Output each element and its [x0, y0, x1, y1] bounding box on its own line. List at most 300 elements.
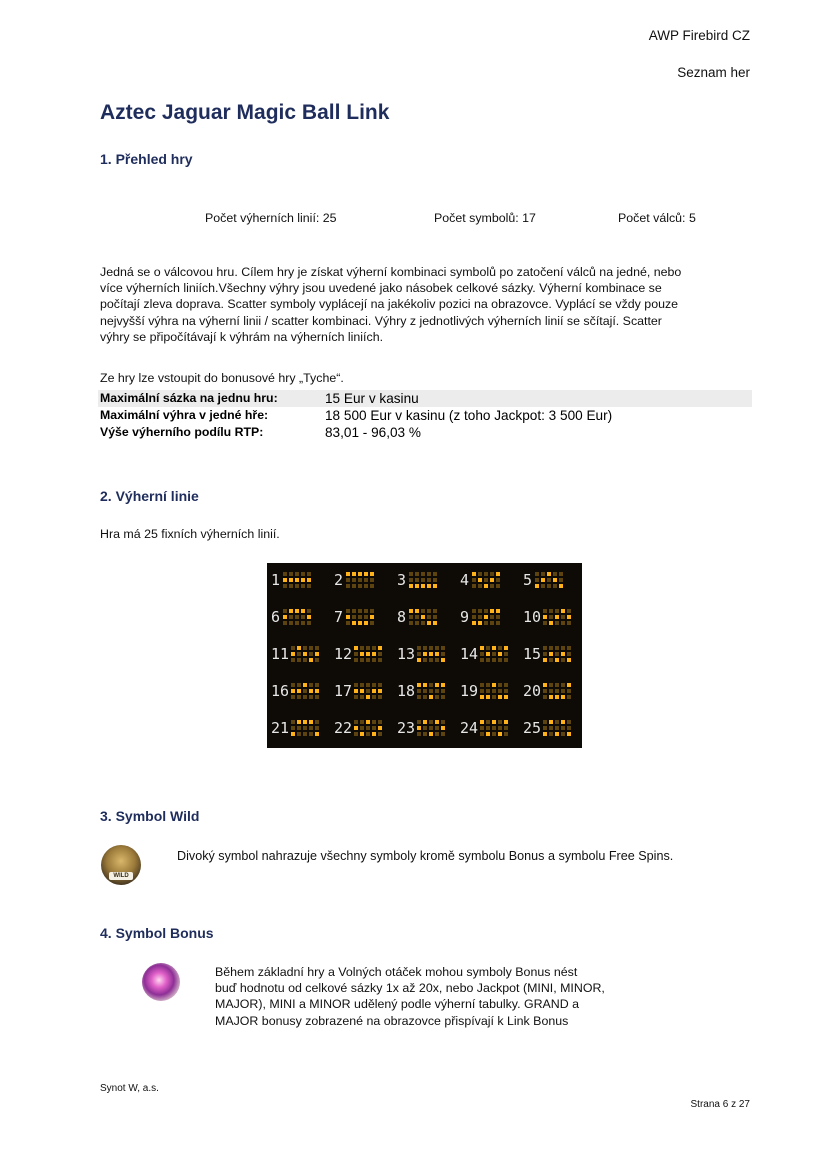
payline-dot [297, 732, 301, 736]
payline-dot [283, 584, 287, 588]
payline-dot [354, 683, 358, 687]
payline-dot [490, 615, 494, 619]
payline-dot [435, 658, 439, 662]
payline-number: 5 [523, 571, 533, 589]
section-heading-paylines: 2. Výherní linie [100, 488, 199, 504]
payline-dot [289, 572, 293, 576]
payline-dot [561, 720, 565, 724]
payline-dot [547, 572, 551, 576]
payline-dot [409, 609, 413, 613]
payline-dot [553, 572, 557, 576]
payline-dot [366, 695, 370, 699]
payline-dot [484, 584, 488, 588]
payline-dot [417, 720, 421, 724]
payline-dot [295, 615, 299, 619]
payline-dot [289, 615, 293, 619]
footer-page-number: Strana 6 z 27 [690, 1099, 750, 1110]
payline-dot [370, 578, 374, 582]
payline-dot [486, 652, 490, 656]
payline-dot [378, 658, 382, 662]
payline-dot [378, 646, 382, 650]
payline-dot [498, 646, 502, 650]
payline-dot [441, 652, 445, 656]
payline-number: 7 [334, 608, 344, 626]
payline-dot [567, 726, 571, 730]
payline-dot [441, 646, 445, 650]
payline-dot [370, 572, 374, 576]
payline-dot [441, 689, 445, 693]
payline-dot [555, 646, 559, 650]
payline-dot [360, 658, 364, 662]
payline-21 [271, 717, 330, 739]
payline-dot [354, 658, 358, 662]
payline-dot [555, 726, 559, 730]
payline-dot [346, 572, 350, 576]
payline-dot [484, 578, 488, 582]
overview-description [100, 264, 760, 345]
payline-dot [303, 732, 307, 736]
payline-dot [378, 652, 382, 656]
payline-dot [421, 615, 425, 619]
payline-dot [415, 572, 419, 576]
payline-dot [378, 683, 382, 687]
payline-dot [409, 584, 413, 588]
payline-dot [346, 584, 350, 588]
payline-dot [433, 621, 437, 625]
payline-dot [441, 695, 445, 699]
payline-dot [490, 584, 494, 588]
payline-dot [297, 695, 301, 699]
payline-1 [271, 569, 330, 591]
payline-dot [561, 732, 565, 736]
payline-number: 13 [397, 645, 416, 663]
payline-dot [435, 720, 439, 724]
payline-dot [535, 578, 539, 582]
payline-number: 6 [271, 608, 281, 626]
payline-dot [498, 658, 502, 662]
payline-dot [366, 732, 370, 736]
payline-dot [498, 726, 502, 730]
table-label: Výše výherního podílu RTP: [100, 425, 264, 439]
payline-dot [423, 683, 427, 687]
payline-dot [291, 689, 295, 693]
payline-dot [504, 732, 508, 736]
payline-dot [346, 578, 350, 582]
payline-dot [472, 578, 476, 582]
description-line: výhry se připočítávají k výhrám na výherních liniích. [100, 329, 384, 344]
payline-dot [496, 615, 500, 619]
payline-dot [360, 726, 364, 730]
payline-dot [366, 720, 370, 724]
payline-dot [478, 572, 482, 576]
payline-dot [492, 720, 496, 724]
payline-dot [504, 646, 508, 650]
description-line: počítají zleva doprava. Scatter symboly vyplácejí na jakékoliv pozici na obrazovce. Vyplácí se vždy pouze [100, 297, 679, 312]
game-parameters-table [98, 390, 752, 441]
payline-dot [378, 726, 382, 730]
bonus-line: MAJOR bonusy zobrazené na obrazovce přispívají k Link Bonus [215, 1013, 569, 1028]
payline-number: 9 [460, 608, 470, 626]
payline-dot [372, 658, 376, 662]
payline-dot [441, 683, 445, 687]
payline-dot [295, 584, 299, 588]
payline-dot [421, 609, 425, 613]
payline-dot [364, 584, 368, 588]
payline-dot [549, 609, 553, 613]
payline-dot [486, 732, 490, 736]
payline-dot [555, 658, 559, 662]
payline-dot [498, 689, 502, 693]
payline-dot [364, 621, 368, 625]
payline-dot [486, 726, 490, 730]
payline-dot [555, 689, 559, 693]
payline-dot [555, 732, 559, 736]
payline-dot [346, 615, 350, 619]
payline-dot [421, 584, 425, 588]
payline-dot [378, 689, 382, 693]
payline-dot [417, 646, 421, 650]
payline-dot [429, 689, 433, 693]
payline-dot [549, 621, 553, 625]
payline-dot [549, 652, 553, 656]
paylines-intro: Hra má 25 fixních výherních linií. [100, 527, 280, 541]
payline-dot [301, 615, 305, 619]
table-row [98, 424, 752, 441]
payline-dot [417, 658, 421, 662]
payline-dot [417, 732, 421, 736]
payline-dot [354, 732, 358, 736]
payline-10 [523, 606, 582, 628]
payline-number: 14 [460, 645, 479, 663]
payline-dot [415, 609, 419, 613]
payline-dot [295, 609, 299, 613]
payline-dot [567, 689, 571, 693]
payline-dot [555, 720, 559, 724]
payline-20 [523, 680, 582, 702]
payline-dot [472, 621, 476, 625]
payline-dot [291, 646, 295, 650]
payline-dot [360, 689, 364, 693]
payline-dot [484, 572, 488, 576]
payline-dot [423, 732, 427, 736]
payline-dot [561, 683, 565, 687]
bonus-line: buď hodnotu od celkové sázky 1x až 20x, nebo Jackpot (MINI, MINOR, [215, 981, 605, 996]
page-title: Aztec Jaguar Magic Ball Link [100, 101, 390, 124]
payline-dot [567, 683, 571, 687]
payline-dot [352, 578, 356, 582]
payline-dot [472, 584, 476, 588]
payline-dot [415, 584, 419, 588]
payline-dot [480, 683, 484, 687]
payline-dot [484, 615, 488, 619]
payline-dot [358, 572, 362, 576]
payline-dot [295, 621, 299, 625]
payline-dot [360, 732, 364, 736]
payline-18 [397, 680, 456, 702]
payline-dot [498, 695, 502, 699]
payline-dot [480, 720, 484, 724]
payline-dot [301, 578, 305, 582]
payline-number: 11 [271, 645, 290, 663]
payline-dot [297, 689, 301, 693]
payline-number: 10 [523, 608, 542, 626]
payline-dot [303, 726, 307, 730]
payline-dot [283, 578, 287, 582]
payline-dot [480, 695, 484, 699]
payline-number: 20 [523, 682, 542, 700]
payline-number: 25 [523, 719, 542, 737]
payline-dot [549, 720, 553, 724]
payline-dot [358, 615, 362, 619]
payline-dot [504, 658, 508, 662]
payline-dot [555, 683, 559, 687]
payline-dot [364, 578, 368, 582]
payline-dot [543, 689, 547, 693]
payline-dot [372, 646, 376, 650]
payline-16 [271, 680, 330, 702]
payline-dot [364, 609, 368, 613]
payline-dot [423, 658, 427, 662]
payline-dot [492, 683, 496, 687]
payline-dot [429, 726, 433, 730]
payline-dot [301, 621, 305, 625]
payline-dot [297, 683, 301, 687]
payline-dot [309, 720, 313, 724]
payline-dot [372, 695, 376, 699]
payline-dot [504, 720, 508, 724]
payline-dot [352, 609, 356, 613]
payline-dot [295, 578, 299, 582]
payline-dot [423, 726, 427, 730]
payline-dot [433, 572, 437, 576]
payline-dot [370, 615, 374, 619]
footer-company: Synot W, a.s. [100, 1083, 159, 1094]
payline-dot [478, 609, 482, 613]
payline-22 [334, 717, 393, 739]
payline-dot [555, 652, 559, 656]
payline-dot [358, 578, 362, 582]
payline-number: 3 [397, 571, 407, 589]
payline-dot [543, 646, 547, 650]
payline-dot [486, 646, 490, 650]
payline-dot [484, 621, 488, 625]
payline-dot [415, 621, 419, 625]
payline-number: 16 [271, 682, 290, 700]
payline-14 [460, 643, 519, 665]
payline-dot [297, 646, 301, 650]
payline-dot [309, 658, 313, 662]
payline-dot [297, 652, 301, 656]
header-brand: AWP Firebird CZ [648, 28, 750, 43]
payline-dot [423, 652, 427, 656]
payline-dot [366, 658, 370, 662]
payline-dot [283, 609, 287, 613]
payline-dot [309, 695, 313, 699]
payline-number: 17 [334, 682, 353, 700]
payline-dot [301, 609, 305, 613]
payline-dot [567, 609, 571, 613]
payline-dot [360, 683, 364, 687]
payline-number: 24 [460, 719, 479, 737]
payline-dot [283, 615, 287, 619]
payline-dot [555, 695, 559, 699]
payline-dot [504, 726, 508, 730]
payline-dot [492, 689, 496, 693]
payline-dot [549, 646, 553, 650]
payline-dot [543, 615, 547, 619]
payline-dot [433, 578, 437, 582]
payline-dot [480, 689, 484, 693]
payline-dot [315, 726, 319, 730]
payline-dot [427, 615, 431, 619]
payline-dot [303, 695, 307, 699]
payline-dot [372, 732, 376, 736]
payline-dot [504, 695, 508, 699]
payline-dot [480, 726, 484, 730]
payline-dot [303, 720, 307, 724]
payline-dot [301, 572, 305, 576]
payline-dot [555, 609, 559, 613]
payline-dot [543, 695, 547, 699]
wild-symbol-icon [101, 845, 141, 885]
header-subtitle: Seznam her [677, 65, 750, 80]
payline-dot [315, 646, 319, 650]
payline-dot [567, 720, 571, 724]
payline-dot [409, 578, 413, 582]
payline-dot [561, 689, 565, 693]
description-line: nejvyšší výhra na výherní linii / scatter kombinaci. Výhry z jednotlivých výherních linií se sčítají. Scatter [100, 313, 662, 328]
bonus-line: MAJOR), MINI a MINOR udělený podle výherní tabulky. GRAND a [215, 997, 580, 1012]
payline-dot [358, 584, 362, 588]
payline-dot [366, 726, 370, 730]
payline-dot [417, 683, 421, 687]
payline-dot [354, 689, 358, 693]
payline-24 [460, 717, 519, 739]
payline-dot [315, 652, 319, 656]
payline-dot [541, 584, 545, 588]
payline-dot [472, 615, 476, 619]
payline-dot [561, 615, 565, 619]
payline-number: 18 [397, 682, 416, 700]
payline-11 [271, 643, 330, 665]
payline-dot [496, 584, 500, 588]
payline-dot [549, 695, 553, 699]
payline-dot [303, 658, 307, 662]
payline-dot [307, 578, 311, 582]
payline-dot [441, 726, 445, 730]
payline-dot [417, 689, 421, 693]
payline-dot [352, 572, 356, 576]
payline-dot [364, 572, 368, 576]
payline-dot [504, 652, 508, 656]
payline-dot [309, 732, 313, 736]
payline-dot [543, 732, 547, 736]
payline-dot [433, 609, 437, 613]
payline-dot [561, 658, 565, 662]
payline-dot [441, 658, 445, 662]
payline-dot [561, 695, 565, 699]
payline-dot [429, 720, 433, 724]
payline-dot [543, 683, 547, 687]
payline-dot [309, 683, 313, 687]
payline-dot [421, 621, 425, 625]
payline-dot [309, 646, 313, 650]
payline-dot [486, 683, 490, 687]
payline-dot [421, 572, 425, 576]
payline-dot [547, 578, 551, 582]
payline-dot [480, 658, 484, 662]
payline-dot [441, 732, 445, 736]
payline-dot [421, 578, 425, 582]
payline-dot [496, 578, 500, 582]
payline-dot [372, 720, 376, 724]
payline-dot [486, 720, 490, 724]
payline-dot [427, 609, 431, 613]
payline-dot [496, 621, 500, 625]
payline-dot [283, 621, 287, 625]
payline-dot [543, 621, 547, 625]
payline-dot [496, 572, 500, 576]
payline-dot [429, 652, 433, 656]
payline-dot [543, 658, 547, 662]
section-heading-bonus: 4. Symbol Bonus [100, 925, 214, 941]
table-value: 18 500 Eur v kasinu (z toho Jackpot: 3 500 Eur) [325, 408, 613, 423]
payline-dot [415, 615, 419, 619]
bonus-game-note: Ze hry lze vstoupit do bonusové hry „Tyche“. [100, 371, 344, 385]
payline-dot [307, 572, 311, 576]
payline-dot [354, 726, 358, 730]
payline-dot [423, 720, 427, 724]
payline-dot [480, 732, 484, 736]
payline-dot [315, 732, 319, 736]
payline-dot [429, 683, 433, 687]
payline-dot [498, 720, 502, 724]
payline-dot [360, 652, 364, 656]
payline-dot [561, 652, 565, 656]
payline-dot [435, 732, 439, 736]
payline-dot [478, 578, 482, 582]
section-heading-wild: 3. Symbol Wild [100, 808, 200, 824]
payline-dot [541, 578, 545, 582]
payline-dot [354, 720, 358, 724]
payline-dot [429, 732, 433, 736]
payline-dot [289, 609, 293, 613]
payline-dot [372, 652, 376, 656]
payline-dot [409, 572, 413, 576]
paylines-image [267, 563, 582, 748]
table-label: Maximální výhra v jedné hře: [100, 408, 269, 422]
payline-dot [486, 658, 490, 662]
payline-number: 19 [460, 682, 479, 700]
payline-4 [460, 569, 519, 591]
stat-symbols: Počet symbolů: 17 [434, 211, 536, 225]
payline-dot [433, 615, 437, 619]
payline-dot [498, 732, 502, 736]
payline-dot [549, 683, 553, 687]
payline-dot [504, 689, 508, 693]
payline-dot [472, 572, 476, 576]
payline-dot [289, 578, 293, 582]
payline-7 [334, 606, 393, 628]
payline-dot [561, 646, 565, 650]
payline-dot [480, 652, 484, 656]
payline-dot [291, 732, 295, 736]
payline-dot [315, 689, 319, 693]
payline-dot [427, 572, 431, 576]
payline-dot [498, 652, 502, 656]
payline-dot [480, 646, 484, 650]
payline-dot [435, 689, 439, 693]
